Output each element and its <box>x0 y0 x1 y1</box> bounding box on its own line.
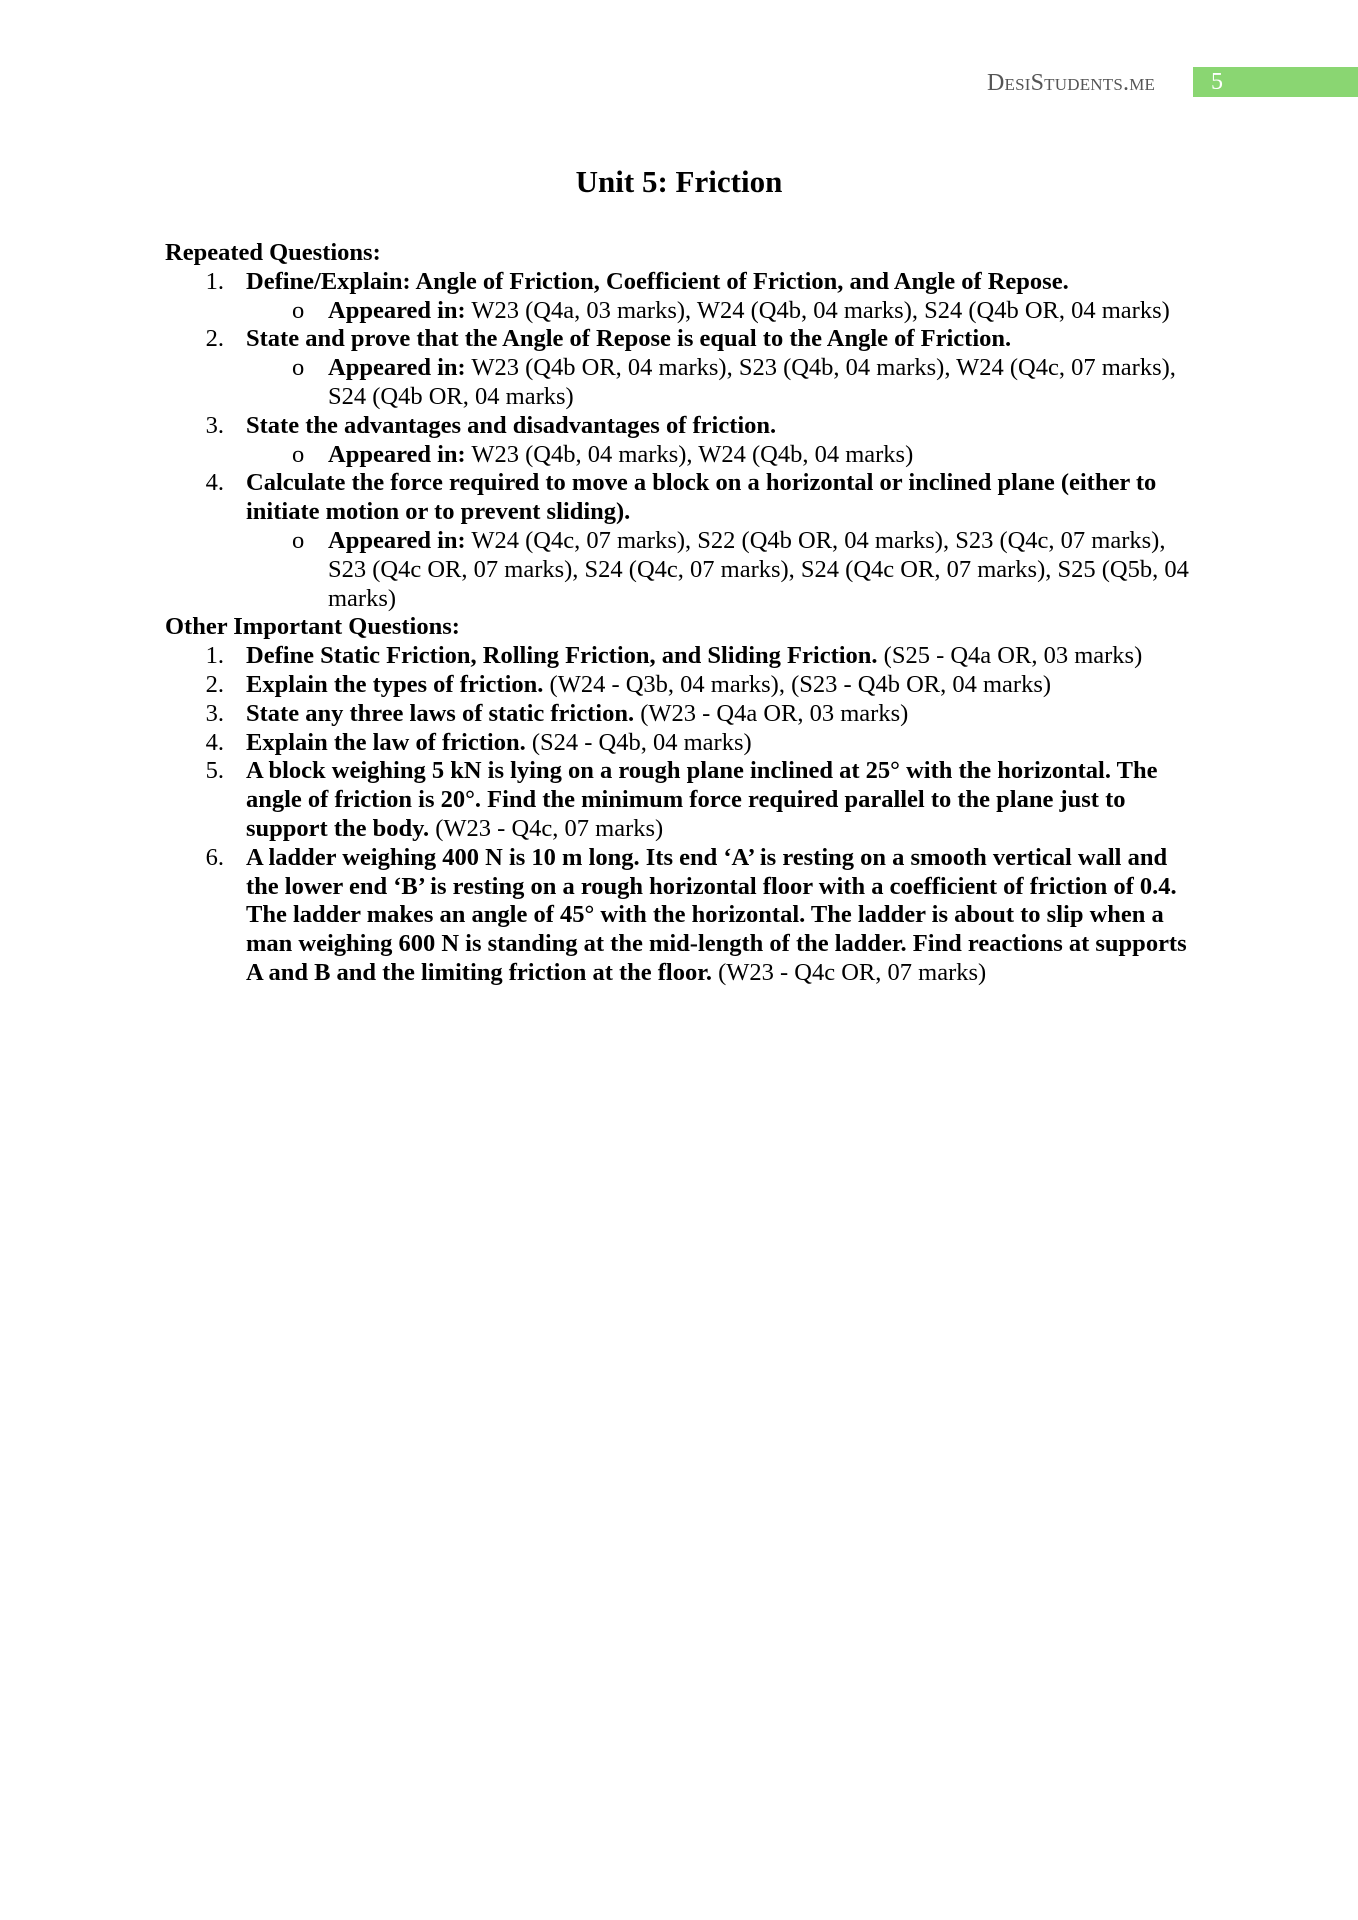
question-reference: (S24 - Q4b, 04 marks) <box>525 728 752 756</box>
list-item <box>165 844 1200 988</box>
question-text: A block weighing 5 kN is lying on a rough plane inclined at 25° with the horizontal. The angle of friction is 20°. Find the minimum force required parallel to the plane just to support the body. <box>246 757 1158 842</box>
appeared-in-line <box>165 297 1200 326</box>
other-questions-list <box>165 642 1200 988</box>
list-item <box>165 671 1200 700</box>
item-number: 6. <box>205 843 224 871</box>
bullet-icon: o <box>292 296 305 324</box>
bullet-icon: o <box>292 526 305 554</box>
appeared-label: Appeared in: <box>328 296 466 324</box>
page-title: Unit 5: Friction <box>575 164 783 199</box>
appeared-label: Appeared in: <box>328 526 466 554</box>
bullet-icon: o <box>292 440 305 468</box>
question-reference: (S25 - Q4a OR, 03 marks) <box>877 642 1143 670</box>
question-reference: (W23 - Q4c, 07 marks) <box>429 814 664 842</box>
item-number: 2. <box>205 670 224 698</box>
question-text: Explain the law of friction. <box>246 728 526 756</box>
question-text: Calculate the force required to move a block on a horizontal or inclined plane (either to initiate motion or to prevent sliding). <box>246 469 1157 526</box>
list-item <box>165 757 1200 843</box>
question-text: Explain the types of friction. <box>246 670 544 698</box>
item-number: 2. <box>205 325 224 353</box>
appeared-in-line <box>165 527 1200 613</box>
section-heading-other: Other Important Questions: <box>165 613 460 641</box>
question-reference: (W23 - Q4c OR, 07 marks) <box>711 958 987 986</box>
list-item <box>165 469 1200 527</box>
question-reference: (W24 - Q3b, 04 marks), (S23 - Q4b OR, 04 marks) <box>543 670 1052 698</box>
item-number: 3. <box>205 699 224 727</box>
question-text: A ladder weighing 400 N is 10 m long. Its end ‘A’ is resting on a smooth vertical wall and the lower end ‘B’ is resting on a rough horizontal floor with a coefficient of friction of 0.4. The ladder makes an angle of 45° with the horizontal. The ladder is about to slip when a man weighing 600 N is standing at the mid-length of the ladder. Find reactions at supports A and B and the limiting friction at the floor. <box>246 843 1187 986</box>
appeared-in-text: W23 (Q4a, 03 marks), W24 (Q4b, 04 marks), S24 (Q4b OR, 04 marks) <box>465 296 1170 324</box>
list-item <box>165 325 1200 354</box>
header-page-number: 5 <box>1193 67 1358 97</box>
list-item <box>165 268 1200 297</box>
question-text: State and prove that the Angle of Repose is equal to the Angle of Friction. <box>246 325 1012 353</box>
appeared-label: Appeared in: <box>328 440 466 468</box>
question-text: State the advantages and disadvantages of friction. <box>246 411 777 439</box>
item-number: 4. <box>205 728 224 756</box>
header-site-name: DesiStudents.me <box>987 70 1156 96</box>
list-item <box>165 700 1200 729</box>
repeated-questions-list <box>165 268 1200 614</box>
item-number: 1. <box>205 642 224 670</box>
question-text: Define Static Friction, Rolling Friction, and Sliding Friction. <box>246 642 878 670</box>
item-number: 3. <box>205 411 224 439</box>
question-reference: (W23 - Q4a OR, 03 marks) <box>634 699 909 727</box>
list-item <box>165 642 1200 671</box>
appeared-in-line <box>165 441 1200 470</box>
item-number: 4. <box>205 469 224 497</box>
item-number: 5. <box>205 757 224 785</box>
section-heading-repeated: Repeated Questions: <box>165 239 381 266</box>
list-item <box>165 412 1200 441</box>
appeared-in-text: W23 (Q4b, 04 marks), W24 (Q4b, 04 marks) <box>465 440 914 468</box>
appeared-in-text: W24 (Q4c, 07 marks), S22 (Q4b OR, 04 marks), S23 (Q4c, 07 marks), S23 (Q4c OR, 07 marks), S24 (Q4c, 07 marks), S24 (Q4c OR, 07 marks), S25 (Q5b, 04 marks) <box>328 526 1189 612</box>
question-text: Define/Explain: Angle of Friction, Coefficient of Friction, and Angle of Repose. <box>246 267 1069 295</box>
appeared-label: Appeared in: <box>328 354 466 382</box>
document-body <box>165 239 1200 988</box>
appeared-in-text: W23 (Q4b OR, 04 marks), S23 (Q4b, 04 marks), W24 (Q4c, 07 marks), S24 (Q4b OR, 04 marks) <box>328 354 1176 410</box>
list-item <box>165 729 1200 758</box>
appeared-in-line <box>165 354 1200 412</box>
question-text: State any three laws of static friction. <box>246 699 635 727</box>
item-number: 1. <box>205 267 224 295</box>
bullet-icon: o <box>292 354 305 382</box>
